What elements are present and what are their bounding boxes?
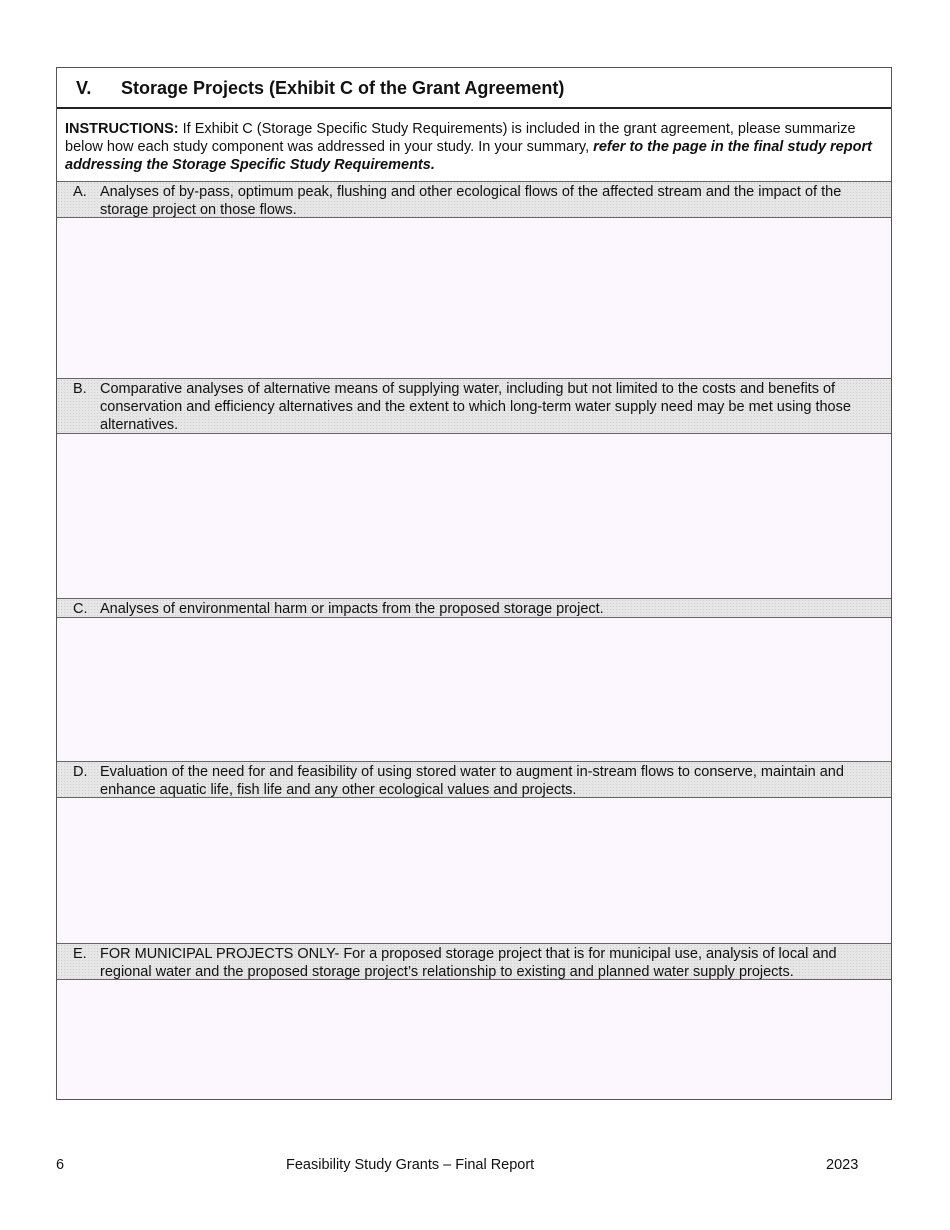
component-c-header bbox=[57, 598, 891, 618]
component-d-header bbox=[57, 761, 891, 798]
component-c-text: Analyses of environmental harm or impacts from the proposed storage project. bbox=[100, 601, 604, 617]
component-b-text: Comparative analyses of alternative means of supplying water, including but not limited to the costs and benefits of conservation and efficiency alternatives and the extent to which long-term water supply need may be met using those alternatives. bbox=[100, 381, 851, 433]
component-c-letter: C. bbox=[73, 601, 88, 617]
instructions-block bbox=[57, 109, 891, 181]
section-number: V. bbox=[76, 78, 92, 98]
component-d-letter: D. bbox=[73, 764, 88, 780]
component-a-header bbox=[57, 181, 891, 218]
component-d-text: Evaluation of the need for and feasibility of using stored water to augment in-stream flows to conserve, maintain and enhance aquatic life, fish life and any other ecological values and projects. bbox=[100, 764, 844, 798]
component-e-letter: E. bbox=[73, 946, 87, 962]
section-title-row bbox=[57, 68, 891, 109]
component-e-header bbox=[57, 943, 891, 980]
component-a-letter: A. bbox=[73, 184, 87, 200]
component-e-response-field[interactable] bbox=[57, 980, 891, 1099]
footer-page-number: 6 bbox=[56, 1157, 65, 1173]
component-b-response-field[interactable] bbox=[57, 434, 891, 598]
component-e-text: FOR MUNICIPAL PROJECTS ONLY- For a proposed storage project that is for municipal use, analysis of local and regional water and the proposed storage project’s relationship to existing and planned water supply projects. bbox=[100, 946, 837, 980]
component-c-response-field[interactable] bbox=[57, 618, 891, 761]
instructions-emphasis: refer to the page in the final study report addressing the Storage Specific Study Requirements. bbox=[65, 139, 872, 173]
section-title: Storage Projects (Exhibit C of the Grant Agreement) bbox=[121, 78, 565, 98]
component-a-response-field[interactable] bbox=[57, 218, 891, 378]
component-a-text: Analyses of by-pass, optimum peak, flushing and other ecological flows of the affected stream and the impact of the storage project on those flows. bbox=[100, 184, 842, 218]
footer-year: 2023 bbox=[826, 1157, 859, 1173]
component-b-header bbox=[57, 378, 891, 434]
component-b-letter: B. bbox=[73, 381, 87, 397]
component-d-response-field[interactable] bbox=[57, 798, 891, 943]
instructions-text: If Exhibit C (Storage Specific Study Requirements) is included in the grant agreement, please summarize below how each study component was addressed in your study. In your summary, bbox=[65, 121, 856, 155]
footer-document-title: Feasibility Study Grants – Final Report bbox=[286, 1157, 535, 1173]
instructions-label: INSTRUCTIONS: bbox=[65, 121, 179, 137]
storage-projects-form bbox=[56, 67, 892, 1100]
